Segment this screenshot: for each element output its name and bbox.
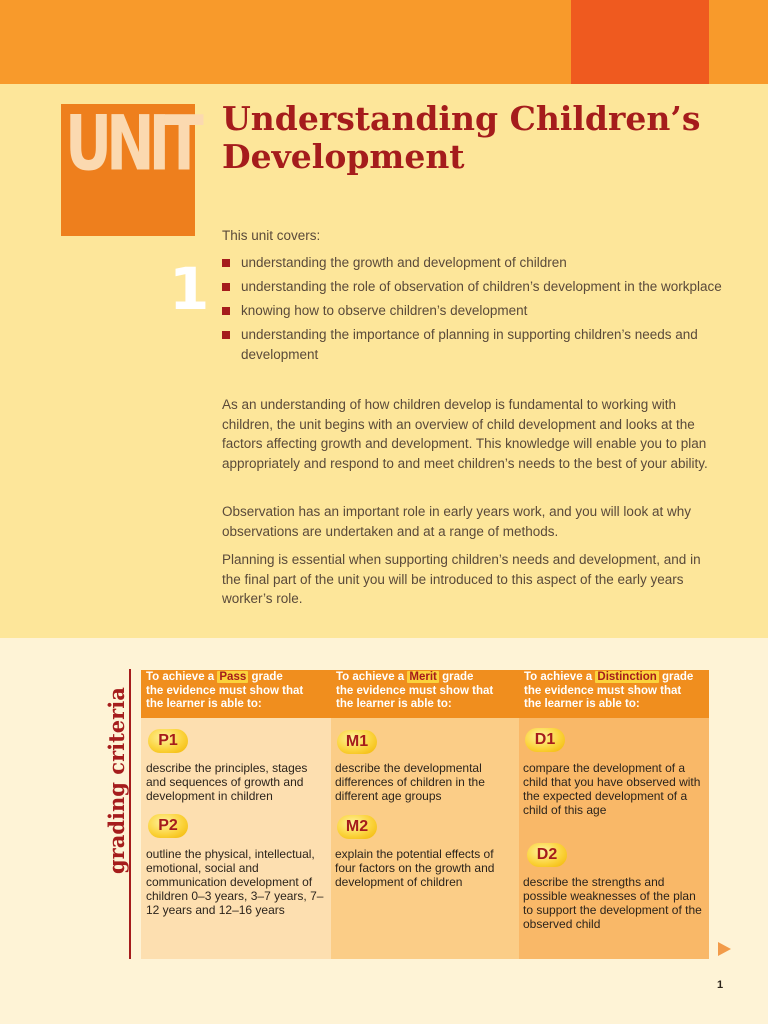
criterion-text-d2: describe the strengths and possible weaknesses of the plan to support the development of the observed child [523,875,702,931]
header-line-3: the learner is able to: [336,698,452,710]
criterion-badge-d1: D1 [525,728,565,752]
list-item [222,301,722,321]
pass-column-header [141,670,331,718]
header-line-2: the evidence must show that [146,684,304,697]
criterion-text-m2: explain the potential effects of four factors on the growth and development of children [335,847,495,889]
header-line-2: the evidence must show that [524,684,682,697]
criterion-badge-d2: D2 [527,843,567,867]
criterion-badge-p2: P2 [148,814,188,838]
list-item [222,253,722,273]
intro-paragraph: Planning is essential when supporting children’s needs and development, and in the final part of the unit you will be introduced to this aspect of the early years worker’s role. [222,552,701,606]
grade-name-distinction: Distinction [597,671,657,683]
page-number: 1 [717,979,724,991]
criterion-text-m1: describe the developmental differences of children in the different age groups [335,761,485,803]
header-suffix: grade [442,671,474,683]
header-suffix: grade [662,671,694,683]
list-item-text: knowing how to observe children’s development [241,303,528,318]
grade-name-pass: Pass [219,671,247,683]
header-line-2: the evidence must show that [336,684,494,697]
header-line-3: the learner is able to: [146,698,262,710]
header-prefix: To achieve a [524,671,593,683]
square-bullet-icon [222,331,230,339]
intro-paragraph: As an understanding of how children develop is fundamental to working with children, the unit begins with an overview of child development and looks at the factors affecting growth and development. This knowledge will enable you to plan appropriately and respond to and meet children’s needs to the best of your ability. [222,397,708,471]
header-prefix: To achieve a [336,671,405,683]
square-bullet-icon [222,307,230,315]
criterion-text-d1: compare the development of a child that you have observed with the expected development of a child of this age [523,761,701,817]
unit-word: UNIT [65,99,198,188]
unit-number: 1 [169,255,210,323]
square-bullet-icon [222,283,230,291]
list-item-text: understanding the growth and development of children [241,255,567,270]
grade-name-merit: Merit [409,671,437,683]
header-line-3: the learner is able to: [524,698,640,710]
covers-label: This unit covers: [222,228,321,243]
top-banner-accent [571,0,709,84]
list-item [222,325,722,364]
criterion-badge-p1: P1 [148,729,188,753]
list-item-text: understanding the role of observation of children’s development in the workplace [241,279,722,294]
intro-paragraph: Observation has an important role in early years work, and you will look at why observations are undertaken and at a range of methods. [222,504,691,539]
criterion-text-p1: describe the principles, stages and sequences of growth and development in children [146,761,308,803]
criterion-badge-m2: M2 [337,815,377,839]
pass-column [141,718,331,959]
grading-divider [129,669,131,959]
criterion-text-p2: outline the physical, intellectual, emotional, social and communication development of children 0–3 years, 3–7 years, 7–12 years and 12–16 years [146,847,324,917]
grading-criteria-label: grading criteria [104,687,129,874]
header-suffix: grade [251,671,283,683]
merit-column-header [331,670,519,718]
distinction-column-header [519,670,709,718]
covers-list [222,253,722,369]
criterion-badge-m1: M1 [337,730,377,754]
square-bullet-icon [222,259,230,267]
next-arrow-icon [718,942,731,956]
list-item-text: understanding the importance of planning in supporting children’s needs and development [241,327,698,362]
page-title: Understanding Children’s Development [222,99,701,176]
unit-badge [61,99,210,323]
header-prefix: To achieve a [146,671,215,683]
list-item [222,277,722,297]
